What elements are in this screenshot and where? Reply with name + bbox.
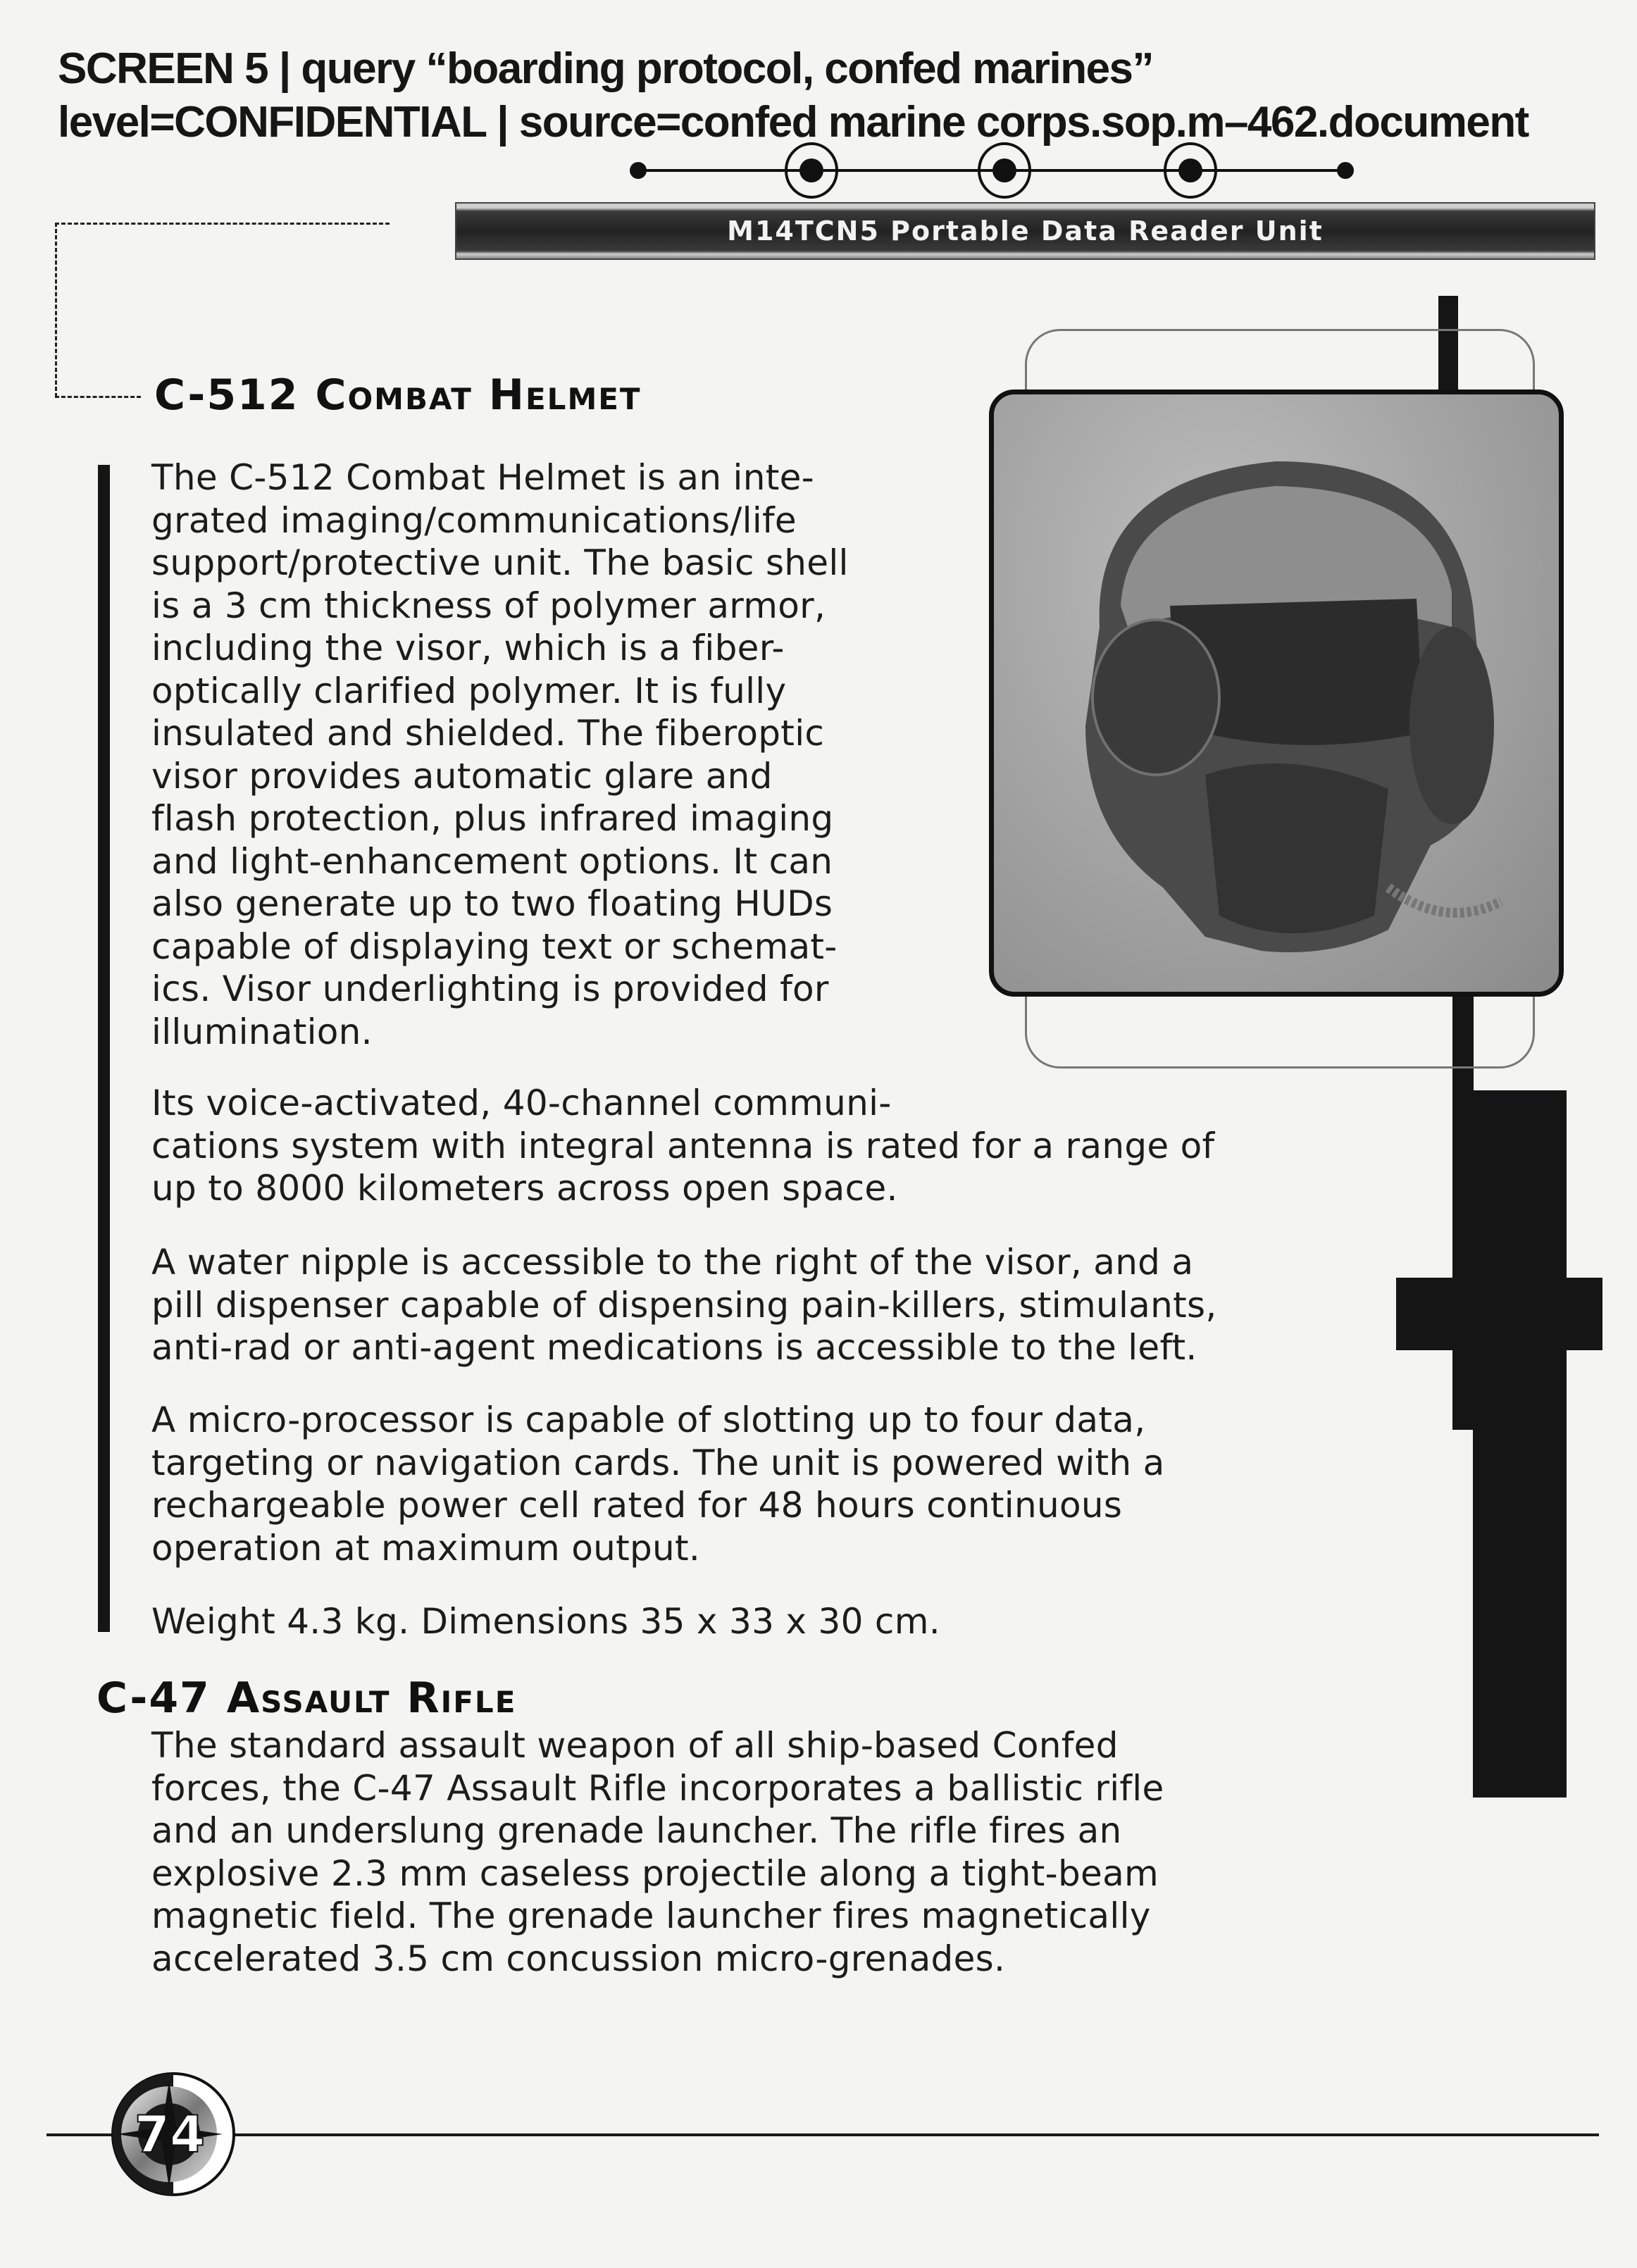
helmet-paragraph-1 bbox=[151, 456, 849, 1053]
text-line: Its voice-activated, 40-channel communi- bbox=[151, 1083, 892, 1123]
text-line: including the visor, which is a fiber- bbox=[151, 628, 785, 668]
text-line: and light-enhancement options. It can bbox=[151, 840, 833, 882]
node-connector-icon bbox=[627, 141, 1359, 204]
text-line: The C-512 Combat Helmet is an inte- bbox=[151, 457, 815, 498]
section-heading: C-47 Assault Rifle bbox=[97, 1674, 517, 1723]
text-line: up to 8000 kilometers across open space. bbox=[151, 1168, 898, 1209]
text-line: grated imaging/communications/life bbox=[151, 499, 797, 541]
footer-rule bbox=[46, 2133, 1599, 2136]
screen-query-line: SCREEN 5 | query “boarding protocol, confed marines” bbox=[58, 44, 1154, 93]
dashed-divider bbox=[55, 223, 390, 225]
text-line: pill dispenser capable of dispensing pain-killers, stimulants, bbox=[151, 1284, 1217, 1326]
text-line: Weight 4.3 kg. Dimensions 35 x 33 x 30 cm. bbox=[151, 1601, 940, 1642]
page-badge bbox=[110, 2071, 237, 2198]
text-line: The standard assault weapon of all ship-based Confed bbox=[151, 1725, 1119, 1766]
decorative-bar bbox=[1473, 1090, 1567, 1797]
dashed-divider bbox=[55, 223, 57, 397]
rifle-paragraph bbox=[151, 1724, 1164, 1980]
text-line: is a 3 cm thickness of polymer armor, bbox=[151, 585, 826, 626]
data-reader-banner bbox=[455, 202, 1595, 260]
helmet-paragraph-4 bbox=[151, 1399, 1165, 1569]
helmet-paragraph-2 bbox=[151, 1082, 1214, 1210]
text-line: rechargeable power cell rated for 48 hours continuous bbox=[151, 1485, 1123, 1526]
left-rule bbox=[98, 465, 110, 1632]
section-heading: C-512 Combat Helmet bbox=[154, 370, 642, 420]
text-line: illumination. bbox=[151, 1011, 373, 1052]
text-line: operation at maximum output. bbox=[151, 1527, 701, 1569]
text-line: explosive 2.3 mm caseless projectile along a tight-beam bbox=[151, 1852, 1159, 1894]
helmet-image-icon bbox=[994, 394, 1559, 992]
text-line: also generate up to two floating HUDs bbox=[151, 883, 833, 924]
text-line: cations system with integral antenna is rated for a range of bbox=[151, 1125, 1215, 1166]
text-line: magnetic field. The grenade launcher fires magnetically bbox=[151, 1895, 1151, 1936]
text-line: and an underslung grenade launcher. The rifle fires an bbox=[151, 1810, 1122, 1851]
decorative-bar bbox=[1396, 1278, 1602, 1350]
text-line: flash protection, plus infrared imaging bbox=[151, 798, 834, 839]
helmet-paragraph-3 bbox=[151, 1241, 1217, 1369]
text-line: capable of displaying text or schemat- bbox=[151, 926, 838, 967]
page-number: 74 bbox=[134, 2105, 206, 2164]
classification-source-line: level=CONFIDENTIAL | source=confed marine corps.sop.m–462.document bbox=[58, 98, 1529, 147]
text-line: A water nipple is accessible to the right of the visor, and a bbox=[151, 1242, 1194, 1283]
text-line: support/protective unit. The basic shell bbox=[151, 542, 849, 583]
text-line: anti-rad or anti-agent medications is accessible to the left. bbox=[151, 1327, 1197, 1368]
helmet-photo bbox=[989, 390, 1564, 997]
text-line: insulated and shielded. The fiberoptic bbox=[151, 713, 825, 754]
text-line: accelerated 3.5 cm concussion micro-grenades. bbox=[151, 1938, 1006, 1979]
text-line: forces, the C-47 Assault Rifle incorporates a ballistic rifle bbox=[151, 1767, 1164, 1809]
text-line: targeting or navigation cards. The unit is powered with a bbox=[151, 1442, 1165, 1483]
dashed-divider bbox=[55, 396, 141, 398]
text-line: optically clarified polymer. It is fully bbox=[151, 670, 787, 711]
text-line: visor provides automatic glare and bbox=[151, 755, 773, 797]
helmet-specs bbox=[151, 1600, 940, 1643]
text-line: ics. Visor underlighting is provided for bbox=[151, 968, 829, 1009]
banner-title: M14TCN5 Portable Data Reader Unit bbox=[727, 216, 1324, 247]
text-line: A micro-processor is capable of slotting up to four data, bbox=[151, 1400, 1146, 1440]
